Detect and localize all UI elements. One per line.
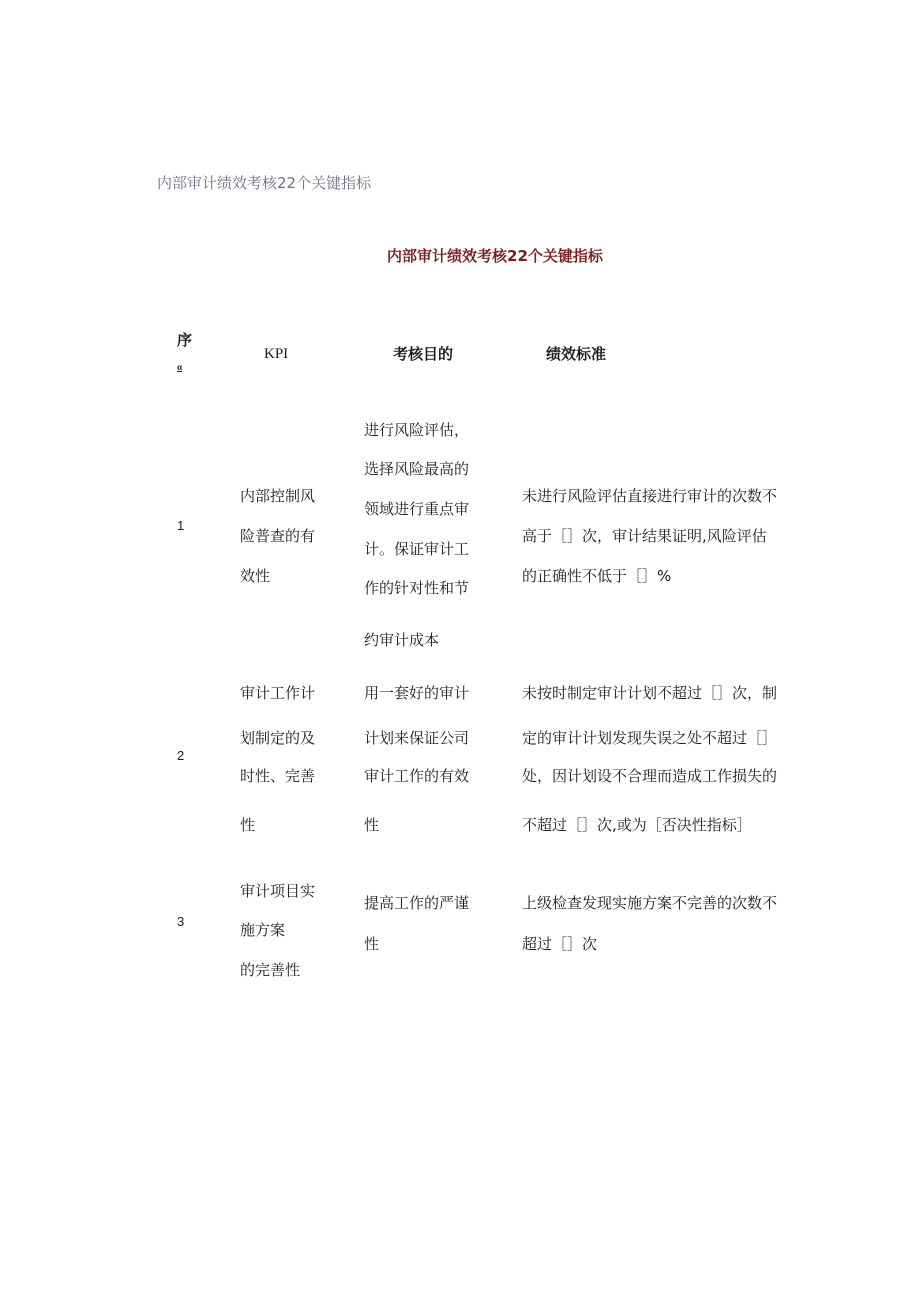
purpose-line: 用一套好的审计: [364, 684, 470, 702]
kpi-line: 内部控制风: [240, 487, 316, 505]
purpose-line: 提高工作的严谨: [364, 894, 470, 912]
document-title: 内部审计绩效考核22个关键指标: [387, 247, 603, 265]
document-subtitle: 内部审计绩效考核22个关键指标: [157, 174, 372, 192]
standard-line: 定的审计计划发现失误之处不超过［］: [522, 729, 778, 747]
standard-line: 高于［］次，审计结果证明,风险评估: [522, 527, 767, 545]
row-number: 3: [177, 914, 185, 929]
header-seq-sub: α: [177, 362, 183, 372]
row-number: 2: [177, 748, 185, 763]
purpose-line: 约审计成本: [364, 631, 440, 649]
kpi-line: 的完善性: [240, 961, 301, 979]
header-kpi: KPI: [264, 346, 289, 362]
kpi-line: 性: [240, 816, 256, 834]
kpi-line: 审计工作计: [240, 684, 316, 702]
header-purpose: 考核目的: [393, 345, 454, 363]
standard-line: 的正确性不低于［］%: [522, 567, 672, 585]
kpi-line: 审计项目实: [240, 882, 316, 900]
kpi-line: 险普查的有: [240, 527, 316, 545]
kpi-line: 施方案: [240, 921, 286, 939]
row-number: 1: [177, 518, 185, 533]
kpi-line: 效性: [240, 567, 271, 585]
purpose-line: 计划来保证公司: [364, 729, 470, 747]
standard-line: 不超过［］次,或为［否决性指标］: [522, 816, 752, 834]
standard-line: 未进行风险评估直接进行审计的次数不: [522, 487, 778, 505]
header-seq: 序: [177, 331, 193, 349]
kpi-line: 划制定的及: [240, 729, 316, 747]
purpose-line: 进行风险评估，: [364, 421, 470, 439]
standard-line: 处，因计划设不合理而造成工作损失的: [522, 767, 778, 785]
purpose-line: 审计工作的有效: [364, 767, 470, 785]
purpose-line: 性: [364, 816, 380, 834]
standard-line: 未按时制定审计计划不超过［］次，制: [522, 684, 778, 702]
kpi-line: 时性、完善: [240, 767, 316, 785]
standard-line: 上级检查发现实施方案不完善的次数不: [522, 894, 778, 912]
purpose-line: 性: [364, 935, 380, 953]
purpose-line: 作的针对性和节: [364, 579, 470, 597]
header-standard: 绩效标准: [546, 345, 607, 363]
purpose-line: 计。保证审计工: [364, 540, 470, 558]
purpose-line: 选择风险最高的: [364, 460, 470, 478]
standard-line: 超过［］次: [522, 935, 598, 953]
purpose-line: 领域进行重点审: [364, 500, 470, 518]
